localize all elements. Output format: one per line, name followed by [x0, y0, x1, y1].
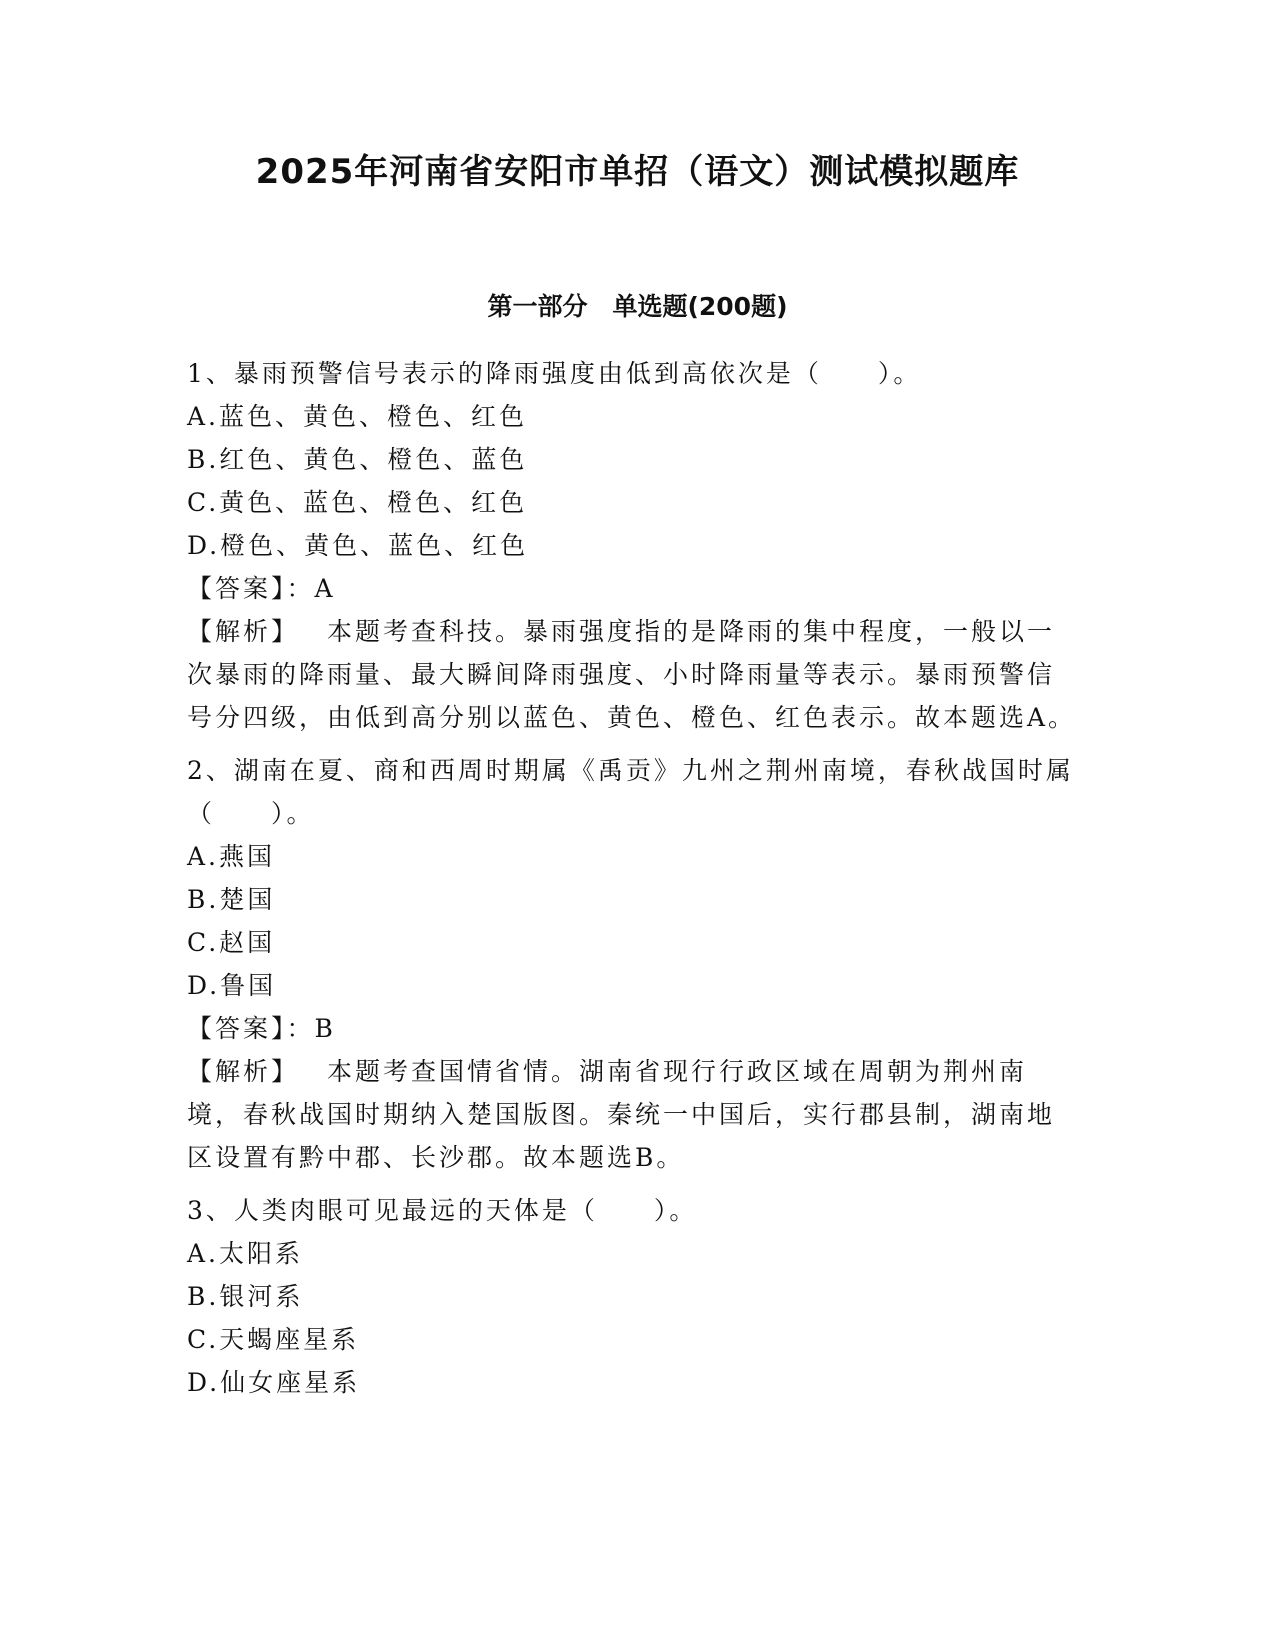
explanation-text: 本题考查国情省情。湖南省现行行政区域在周朝为荆州南境，春秋战国时期纳入楚国版图。秦统一中国后，实行郡县制，湖南地区设置有黔中郡、长沙郡。故本题选B。 — [187, 1057, 1056, 1172]
option-a: A.蓝色、黄色、橙色、红色 — [187, 402, 528, 431]
explanation — [187, 610, 1077, 739]
question-2 — [187, 749, 1077, 1179]
explanation-text: 本题考查科技。暴雨强度指的是降雨的集中程度，一般以一次暴雨的降雨量、最大瞬间降雨强度、小时降雨量等表示。暴雨预警信号分四级，由低到高分别以蓝色、黄色、橙色、红色表示。故本题选A。 — [187, 617, 1077, 732]
explanation — [187, 1050, 1077, 1179]
option-c: C.赵国 — [187, 928, 276, 957]
answer-value: B — [314, 1014, 336, 1043]
answer-line — [187, 1007, 1077, 1050]
option-b: B.楚国 — [187, 885, 276, 914]
document-title: 2025年河南省安阳市单招（语文）测试模拟题库 — [255, 152, 1020, 192]
explanation-label: 【解析】 — [187, 1057, 300, 1086]
question-stem: 2、湖南在夏、商和西周时期属《禹贡》九州之荆州南境，春秋战国时属（ ）。 — [187, 756, 1074, 828]
question-3 — [187, 1189, 1077, 1404]
option-c: C.天蝎座星系 — [187, 1325, 360, 1354]
answer-value: A — [314, 574, 336, 603]
question-1 — [187, 352, 1077, 739]
explanation-label: 【解析】 — [187, 617, 300, 646]
question-stem: 3、人类肉眼可见最远的天体是（ ）。 — [187, 1196, 698, 1225]
answer-line — [187, 567, 1077, 610]
answer-label: 【答案】： — [187, 1014, 315, 1043]
option-d: D.橙色、黄色、蓝色、红色 — [187, 531, 529, 560]
option-a: A.太阳系 — [187, 1239, 304, 1268]
option-d: D.鲁国 — [187, 971, 277, 1000]
question-stem: 1、暴雨预警信号表示的降雨强度由低到高依次是（ ）。 — [187, 359, 922, 388]
section-title: 第一部分 单选题(200题) — [487, 292, 788, 321]
option-d: D.仙女座星系 — [187, 1368, 361, 1397]
option-b: B.红色、黄色、橙色、蓝色 — [187, 445, 528, 474]
option-a: A.燕国 — [187, 842, 276, 871]
answer-label: 【答案】： — [187, 574, 315, 603]
option-c: C.黄色、蓝色、橙色、红色 — [187, 488, 528, 517]
question-list — [187, 352, 1077, 1414]
option-b: B.银河系 — [187, 1282, 304, 1311]
